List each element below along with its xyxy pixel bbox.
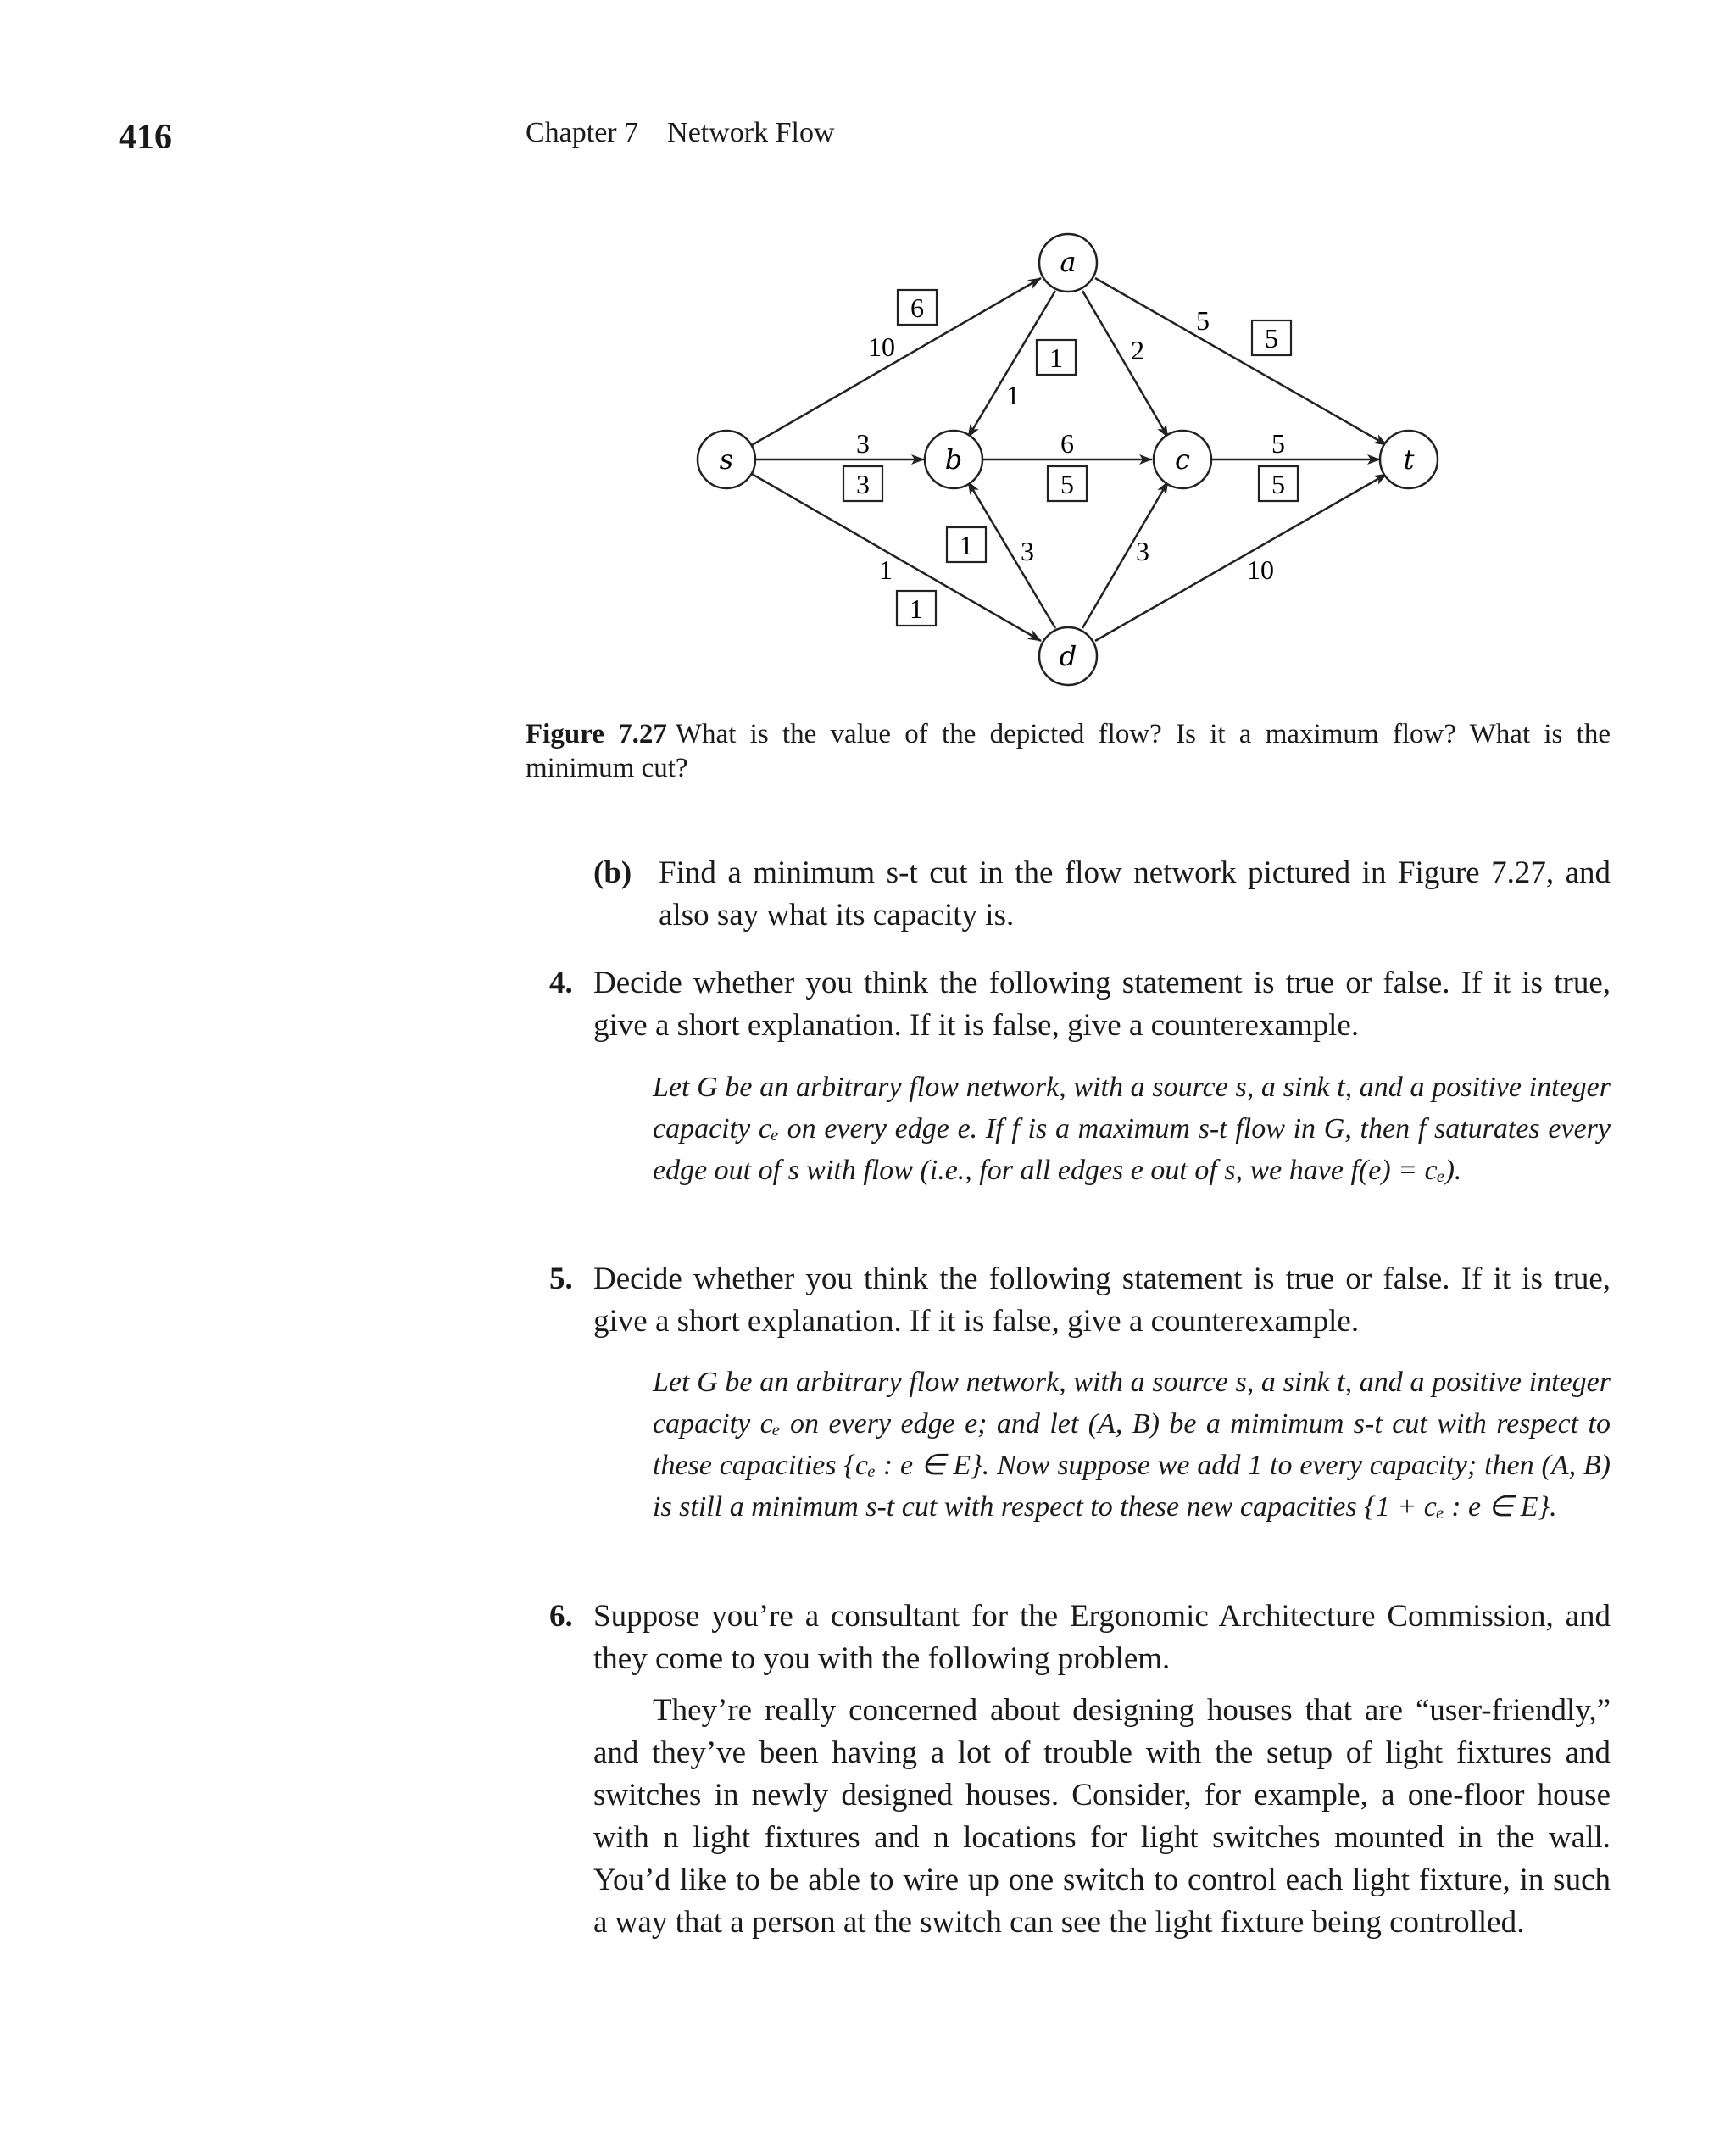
problem-4: [549, 962, 1611, 1047]
capacity-c-t: 5: [1271, 428, 1285, 459]
node-a: [1039, 234, 1097, 292]
node-d: [1039, 627, 1097, 685]
capacity-a-t: 5: [1196, 305, 1210, 336]
capacity-d-c: 3: [1136, 536, 1149, 566]
node-t-label: t: [1403, 443, 1415, 476]
capacity-s-a: 10: [868, 331, 895, 362]
problem-3b: [593, 852, 1611, 937]
problem-3b-text: Find a minimum s-t cut in the flow network pictured in Figure 7.27, and also say what its capacity is.: [659, 855, 1611, 933]
figure-caption-text: What is the value of the depicted flow? Is it a maximum flow? What is the minimum cut?: [526, 719, 1611, 783]
node-t: [1380, 431, 1438, 488]
figure-label: Figure 7.27: [526, 719, 667, 749]
capacity-d-b: 3: [1021, 536, 1034, 566]
svg-text:5: 5: [1060, 469, 1074, 499]
svg-text:1: 1: [1049, 342, 1063, 373]
capacity-s-b: 3: [856, 428, 870, 459]
svg-text:5: 5: [1271, 469, 1285, 499]
flow-a-t: [1252, 320, 1291, 355]
problem-4-marker: 4.: [549, 966, 573, 1000]
capacity-b-c: 6: [1060, 428, 1074, 459]
edge-s-a: [752, 278, 1041, 445]
node-c-label: c: [1175, 443, 1190, 476]
capacity-a-b: 1: [1006, 380, 1020, 410]
problem-4-statement: Let G be an arbitrary flow network, with a source s, a sink t, and a positive integer capacity cₑ on every edge e. If f is a maximum s-t flow in G, then f saturates every edge out of s with flow (i.e., for all edges e out of s, we have f(e) = cₑ).: [653, 1072, 1611, 1186]
flow-s-b: [843, 466, 882, 501]
problem-5: [549, 1258, 1611, 1343]
svg-text:1: 1: [960, 530, 973, 560]
flow-s-a: [898, 290, 937, 325]
capacity-d-t: 10: [1247, 554, 1274, 585]
problem-5-marker: 5.: [549, 1261, 573, 1296]
flow-network-figure: [0, 0, 1736, 695]
svg-text:3: 3: [856, 469, 870, 499]
flow-a-b: [1037, 340, 1076, 375]
node-s: [698, 431, 755, 488]
problem-4-text: Decide whether you think the following statement is true or false. If it is true, give a short explanation. If it is false, give a counterexample.: [593, 966, 1611, 1043]
flow-b-c: [1048, 466, 1087, 501]
node-c: [1154, 431, 1211, 488]
svg-text:1: 1: [910, 593, 923, 624]
svg-text:6: 6: [910, 292, 924, 323]
node-s-label: s: [719, 443, 734, 476]
problem-6-marker: 6.: [549, 1599, 573, 1634]
flow-d-b: [947, 527, 986, 562]
problem-6: [549, 1595, 1611, 1680]
chapter-title: Network Flow: [667, 117, 835, 148]
flow-c-t: [1259, 466, 1298, 501]
problem-6-paragraph: They’re really concerned about designing houses that are “user-friendly,” and they’ve been having a lot of trouble with the setup of light fixtures and switches in newly designed houses. Consider, for example, a one-floor house with n light fixtures and n locations for light switches mounted in the wall. You’d like to be able to wire up one switch to control each light fixture, in such a way that a person at the switch can see the light fixture being controlled.: [593, 1693, 1611, 1940]
node-d-label: d: [1059, 640, 1077, 672]
svg-text:5: 5: [1265, 323, 1278, 354]
problem-5-statement: Let G be an arbitrary flow network, with a source s, a sink t, and a positive integer capacity cₑ on every edge e; and let (A, B) be a mimimum s-t cut with respect to these capacities {cₑ : e ∈ E}. Now suppose we add 1 to every capacity; then (A, B) is still a minimum s-t cut with respect to these new capacities {1 + cₑ : e ∈ E}.: [653, 1367, 1611, 1523]
problem-5-text: Decide whether you think the following statement is true or false. If it is true, give a short explanation. If it is false, give a counterexample.: [593, 1261, 1611, 1339]
capacity-s-d: 1: [879, 554, 893, 585]
problem-3b-marker: (b): [593, 855, 632, 890]
node-b-label: b: [944, 443, 963, 476]
flow-s-d: [897, 591, 936, 626]
figure-caption: [526, 717, 1611, 785]
capacity-a-c: 2: [1131, 335, 1144, 365]
page-number: 416: [119, 118, 172, 157]
node-b: [925, 431, 982, 488]
chapter-number: Chapter 7: [526, 117, 639, 148]
node-a-label: a: [1060, 246, 1077, 278]
problem-6-text: Suppose you’re a consultant for the Ergonomic Architecture Commission, and they come to you with the following problem.: [593, 1599, 1611, 1676]
